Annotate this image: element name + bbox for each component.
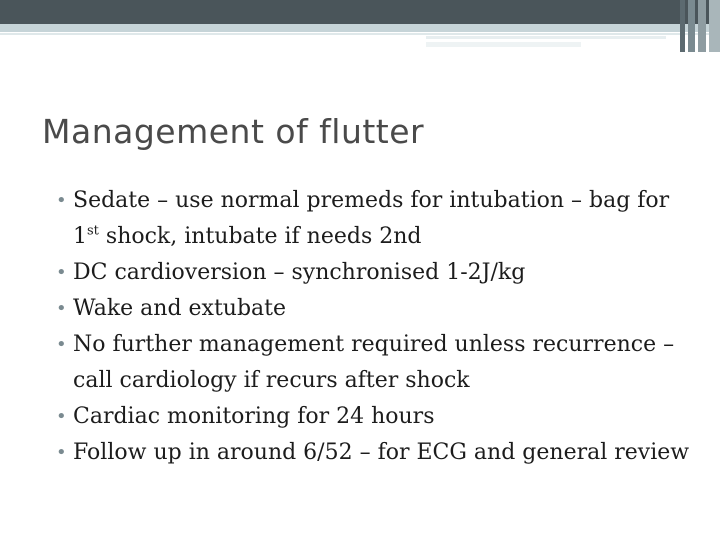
- bullet-list: [50, 183, 690, 471]
- bullet-item: [50, 435, 690, 471]
- bullet-icon: •: [56, 334, 67, 355]
- bullet-text: Wake and extubate: [73, 296, 287, 321]
- bullet-item: [50, 399, 690, 435]
- bullet-text: Cardiac monitoring for 24 hours: [73, 404, 435, 429]
- bullet-item: [50, 183, 690, 255]
- header-accent-line: [426, 36, 666, 39]
- header-corner-decoration: [680, 0, 720, 52]
- bullet-icon: •: [56, 406, 67, 427]
- bullet-text: Follow up in around 6/52 – for ECG and general review: [73, 440, 690, 465]
- corner-stripe: [680, 0, 685, 52]
- bullet-text: shock, intubate if needs 2nd: [98, 224, 422, 249]
- bullet-icon: •: [56, 442, 67, 463]
- slide-title: Management of flutter: [42, 112, 425, 151]
- bullet-icon: •: [56, 262, 67, 283]
- bullet-icon: •: [56, 190, 67, 211]
- bullet-item: [50, 291, 690, 327]
- corner-stripe: [709, 0, 720, 52]
- bullet-item: [50, 255, 690, 291]
- header-band-light: [0, 24, 720, 32]
- header-accent-line: [0, 33, 720, 35]
- bullet-text: DC cardioversion – synchronised 1-2J/kg: [73, 260, 526, 285]
- bullet-item: [50, 327, 690, 399]
- bullet-text: No further management required unless recurrence – call cardiology if recurs after shock: [73, 332, 675, 393]
- header-accent-line: [426, 42, 581, 47]
- corner-stripe: [698, 0, 706, 52]
- corner-stripe: [688, 0, 695, 52]
- bullet-text: Sedate – use normal premeds for intubation – bag for 1: [73, 188, 670, 249]
- bullet-icon: •: [56, 298, 67, 319]
- header-band-dark: [0, 0, 720, 24]
- bullet-superscript: st: [87, 223, 99, 239]
